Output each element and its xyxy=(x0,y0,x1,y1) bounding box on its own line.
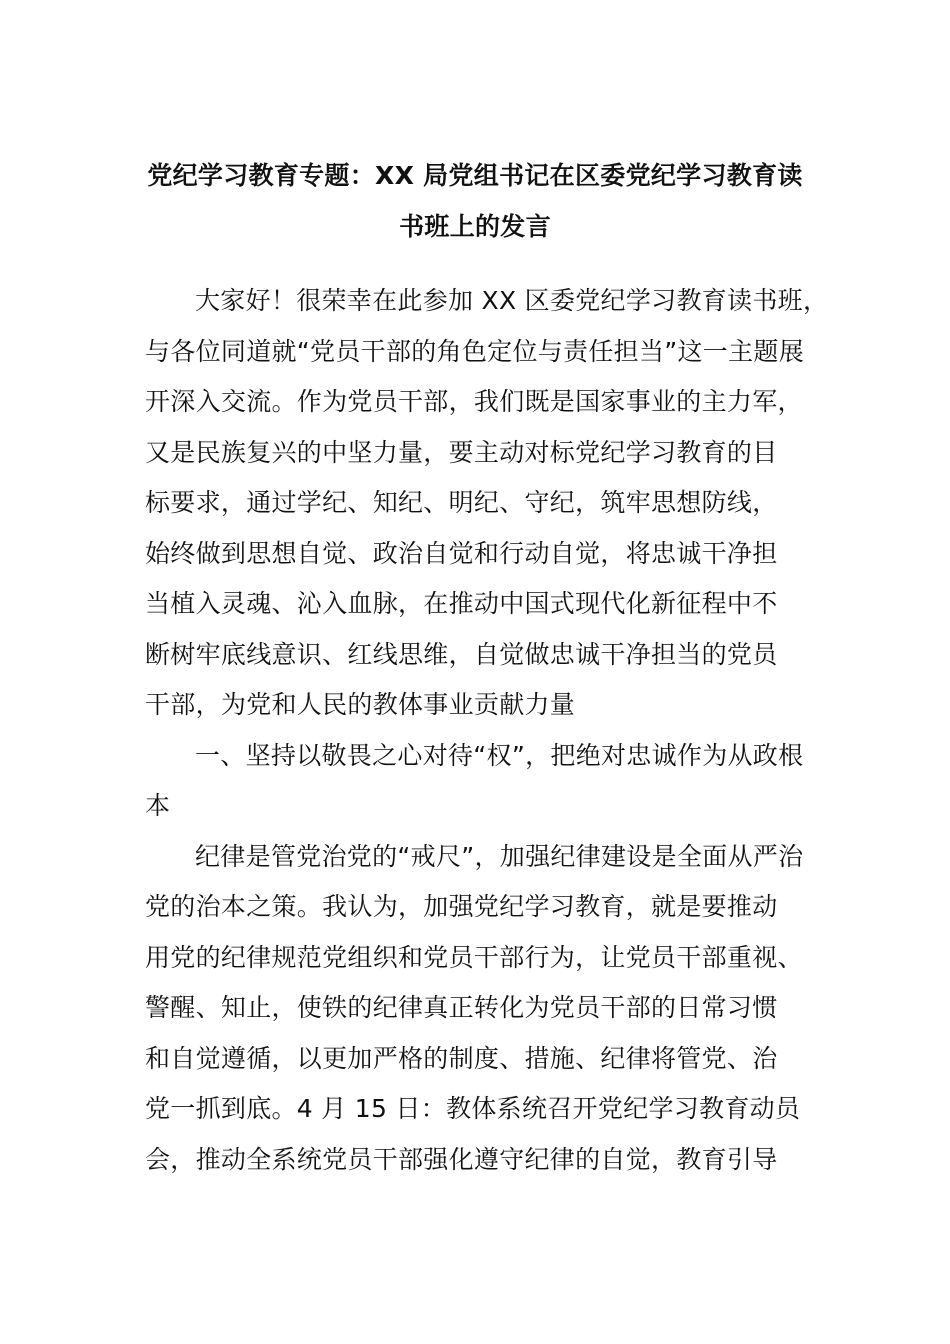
paragraph-1-line-3: 开深入交流。作为党员干部，我们既是国家事业的主力军， xyxy=(145,387,803,416)
paragraph-2-line-2: 党的治本之策。我认为，加强党纪学习教育，就是要推动 xyxy=(145,892,778,921)
paragraph-2-line-1: 纪律是管党治党的“戒尺”，加强纪律建设是全面从严治 xyxy=(195,841,804,871)
section-heading-line-1: 一、坚持以敬畏之心对待“权”，把绝对忠诚作为从政根 xyxy=(195,740,804,770)
paragraph-2-line-6: 党一抓到底。4 月 15 日：教体系统召开党纪学习教育动员 xyxy=(145,1094,801,1123)
paragraph-1-line-2: 与各位同道就“党员干部的角色定位与责任担当”这一主题展 xyxy=(145,336,805,366)
document-title xyxy=(110,151,840,252)
paragraph-1-line-4: 又是民族复兴的中坚力量，要主动对标党纪学习教育的目 xyxy=(145,437,778,467)
paragraph-2-line-3: 用党的纪律规范党组织和党员干部行为，让党员干部重视、 xyxy=(145,942,803,972)
paragraph-2-line-7: 会，推动全系统党员干部强化遵守纪律的自觉，教育引导 xyxy=(145,1144,778,1174)
section-heading-line-2: 本 xyxy=(145,791,171,820)
document-body xyxy=(145,276,835,1185)
paragraph-1-line-7: 当植入灵魂、沁入血脉，在推动中国式现代化新征程中不 xyxy=(145,589,778,618)
paragraph-1-line-5: 标要求，通过学纪、知纪、明纪、守纪，筑牢思想防线， xyxy=(145,488,778,517)
paragraph-1-line-8: 断树牢底线意识、红线思维，自觉做忠诚干净担当的党员 xyxy=(145,639,778,669)
paragraph-1-line-9: 干部，为党和人民的教体事业贡献力量 xyxy=(145,690,576,719)
paragraph-1-line-6: 始终做到思想自觉、政治自觉和行动自觉，将忠诚干净担 xyxy=(145,538,778,568)
paragraph-1-line-1: 大家好！很荣幸在此参加 XX 区委党纪学习教育读书班， xyxy=(195,286,829,315)
paragraph-2-line-4: 警醒、知止，使铁的纪律真正转化为党员干部的日常习惯 xyxy=(145,993,778,1022)
title-line-1: 党纪学习教育专题：XX 局党组书记在区委党纪学习教育读 xyxy=(147,161,803,190)
paragraph-2-line-5: 和自觉遵循，以更加严格的制度、措施、纪律将管党、治 xyxy=(145,1043,778,1073)
title-line-2: 书班上的发言 xyxy=(399,211,551,241)
